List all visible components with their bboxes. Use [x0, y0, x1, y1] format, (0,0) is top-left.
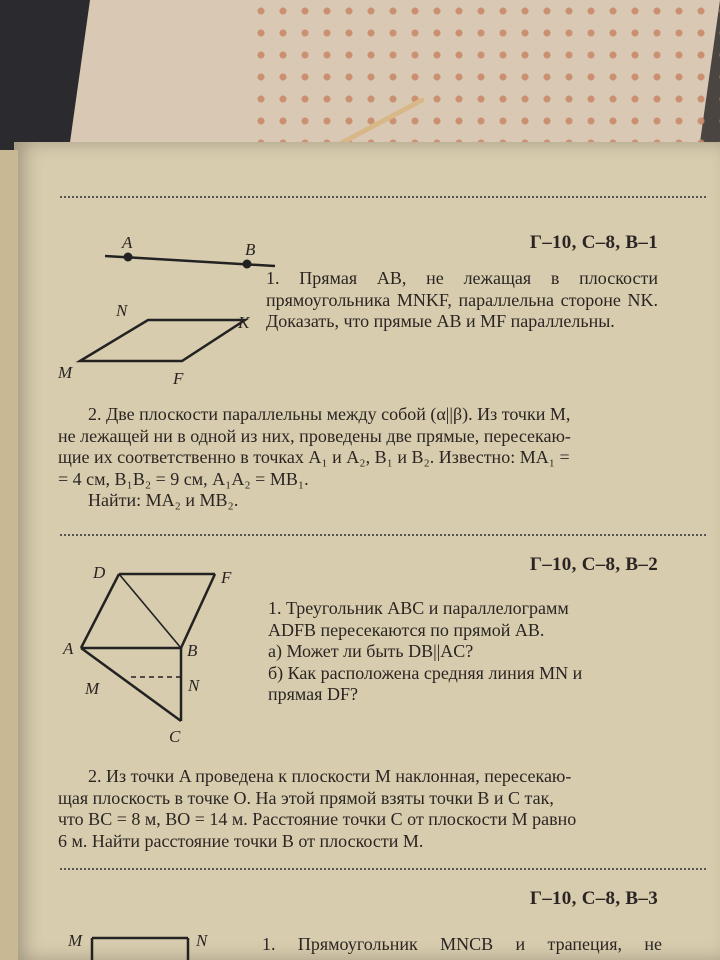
figure-label-B: B	[245, 240, 256, 259]
figure-label-N: N	[196, 931, 208, 950]
figure-label-K: K	[238, 313, 250, 332]
variant-2-problem-1: 1. Треугольник ABC и параллелограмм ADFB пересекаются по прямой AB. а) Может ли быть DB||AC? б) Как расположена средняя линия MN и прямая DF?	[268, 598, 583, 704]
variant-3-figure	[60, 920, 230, 960]
section-separator	[60, 534, 706, 536]
book-page-edge	[0, 150, 18, 960]
variant-1-title: Г–10, С–8, В–1	[529, 232, 658, 253]
tablecloth-pattern	[250, 0, 720, 150]
section-separator	[60, 868, 706, 870]
variant-1-figure	[50, 228, 300, 398]
figure-label-M: M	[85, 679, 100, 698]
variant-3-title: Г–10, С–8, В–3	[529, 888, 658, 909]
figure-label-M: M	[68, 931, 83, 950]
variant-1-problem-2: 2. Две плоскости параллельны между собой (α||β). Из точки M, не лежащей ни в одной из них, проведены две прямые, пересекаю- щие их соответственно в точках A₁ и A₂, B₁ и B₂. Известно: MA₁ = = 4 см, B₁B₂ = 9 см, A₁A₂ = MB₁. Найти: MA₂ и MB₂.	[58, 404, 571, 510]
variant-3-problem-1: 1. Прямоугольник MNCB и трапеция, не	[262, 934, 662, 954]
figure-label-B: B	[187, 641, 198, 660]
figure-label-N: N	[188, 676, 200, 695]
figure-label-F: F	[221, 568, 232, 587]
figure-label-D: D	[93, 563, 106, 582]
variant-2-figure	[55, 556, 255, 746]
figure-label-A: A	[63, 639, 74, 658]
variant-2-title: Г–10, С–8, В–2	[529, 554, 658, 575]
variant-2-problem-2: 2. Из точки A проведена к плоскости M наклонная, пересекаю- щая плоскость в точке O. На этой прямой взяты точки B и C так, что BC = 8 м, BO = 14 м. Расстояние точки C от плоскости M равно 6 м. Найти расстояние точки B от плоскости M.	[58, 766, 577, 851]
figure-label-C: C	[169, 727, 181, 746]
variant-1-problem-1: 1. Прямая AB, не лежащая в плоскости прямоугольника MNKF, параллельна стороне NK. Доказать, что прямые AB и MF параллельны.	[266, 268, 658, 331]
section-separator	[60, 196, 706, 198]
figure-label-A: A	[122, 233, 133, 252]
figure-label-F: F	[173, 369, 184, 388]
figure-label-M: M	[58, 363, 73, 382]
figure-label-N: N	[116, 301, 128, 320]
